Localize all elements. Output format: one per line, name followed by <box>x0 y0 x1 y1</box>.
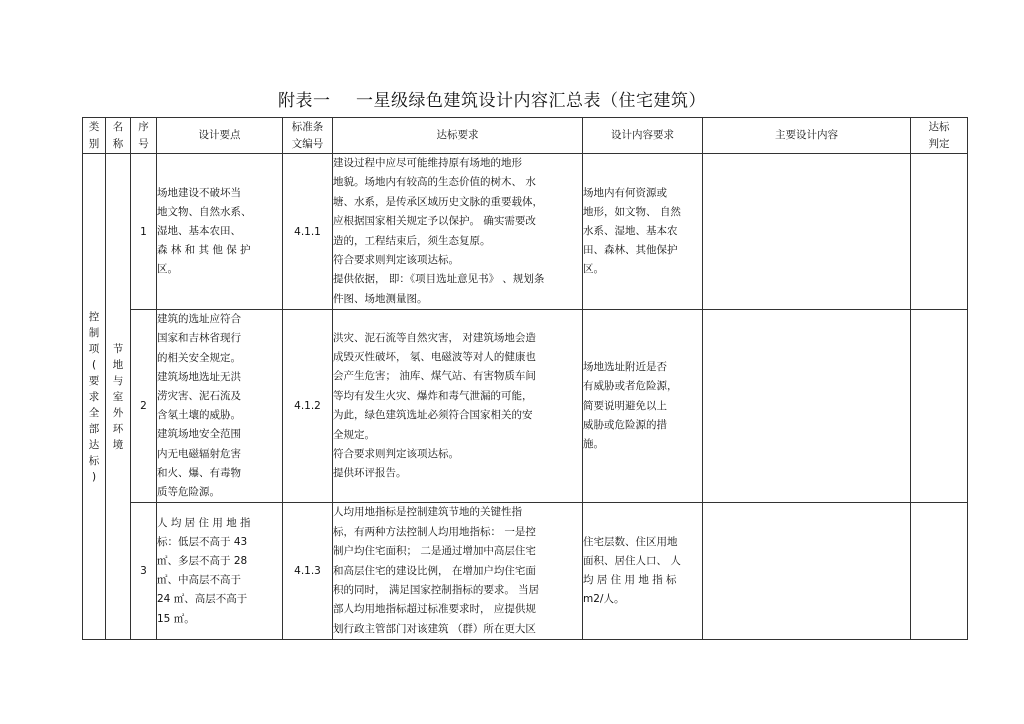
header-main-design: 主要设计内容 <box>703 118 911 154</box>
row-main-design <box>703 503 911 640</box>
row-seq: 1 <box>131 154 157 310</box>
row-seq: 2 <box>131 310 157 503</box>
header-judgement: 达标 判定 <box>911 118 968 154</box>
header-seq: 序 号 <box>131 118 157 154</box>
row-clause: 4.1.1 <box>283 154 333 310</box>
row-requirement: 洪灾、泥石流等自然灾害， 对建筑场地会造 成毁灭性破坏， 氡、电磁波等对人的健康也 会产生危害； 油库、煤气站、有害物质车间 等均有发生火灾、爆炸和毒气泄漏的可能， 为此，绿色建筑选址必须符合国家相关的安 全规定。 符合要求则判定该项达标。 提供环评报告。 <box>333 310 583 503</box>
header-design-content-req: 设计内容要求 <box>583 118 703 154</box>
header-std-clause: 标准条 文编号 <box>283 118 333 154</box>
header-design-point: 设计要点 <box>157 118 283 154</box>
table-row <box>83 310 968 503</box>
row-requirement: 建设过程中应尽可能维持原有场地的地形 地貌。场地内有较高的生态价值的树木、 水 塘、水系，是传承区域历史文脉的重要载体， 应根据国家相关规定予以保护。 确实需要改 造的，工程结束后，须生态复原。 符合要求则判定该项达标。 提供依据， 即：《项目选址意见书》 、规划条 件图、场地测量图。 <box>333 154 583 310</box>
table-row <box>83 503 968 640</box>
header-category: 类 别 <box>83 118 106 154</box>
row-content-req: 场地选址附近是否 有威胁或者危险源， 简要说明避免以上 威胁或危险源的措 施。 <box>583 310 703 503</box>
row-design-point: 人 均 居 住 用 地 指 标：低层不高于 43 ㎡、多层不高于 28 ㎡、中高层不高于 24 ㎡、高层不高于 15 ㎡。 <box>157 503 283 640</box>
row-judgement <box>911 154 968 310</box>
title-prefix: 附表一 <box>278 91 331 111</box>
row-clause: 4.1.2 <box>283 310 333 503</box>
row-requirement: 人均用地指标是控制建筑节地的关键性指 标，有两种方法控制人均用地指标： 一是控 制户均住宅面积； 二是通过增加中高层住宅 和高层住宅的建设比例， 在增加户均住宅面 积的同时， 满足国家控制指标的要求。 当居 部人均用地指标超过标准要求时， 应提供规 划行政主管部门对该建筑 （群）所在更大区 <box>333 503 583 640</box>
header-row <box>83 118 968 154</box>
table-row <box>83 154 968 310</box>
name-cell: 节 地 与 室 外 环 境 <box>106 154 131 640</box>
title-main: 一星级绿色建筑设计内容汇总表（住宅建筑） <box>356 91 706 111</box>
row-design-point: 建筑的选址应符合 国家和吉林省现行 的相关安全规定。 建筑场地选址无洪 涝灾害、泥石流及 含氡土壤的威胁。 建筑场地安全范围 内无电磁辐射危害 和火、爆、有毒物 质等危险源。 <box>157 310 283 503</box>
row-main-design <box>703 154 911 310</box>
row-clause: 4.1.3 <box>283 503 333 640</box>
header-name: 名 称 <box>106 118 131 154</box>
row-judgement <box>911 503 968 640</box>
row-seq: 3 <box>131 503 157 640</box>
row-design-point: 场地建设不破坏当 地文物、自然水系、 湿地、基本农田、 森 林 和 其 他 保 护 区。 <box>157 154 283 310</box>
row-content-req: 住宅层数、住区用地 面积、居住人口、 人 均 居 住 用 地 指 标 m2/人。 <box>583 503 703 640</box>
category-cell: 控 制 项 ( 要 求 全 部 达 标 ) <box>83 154 106 640</box>
row-content-req: 场地内有何资源或 地形，如文物、 自然 水系、湿地、基本农 田、森林、其他保护 区。 <box>583 154 703 310</box>
row-main-design <box>703 310 911 503</box>
header-requirement: 达标要求 <box>333 118 583 154</box>
summary-table <box>82 117 968 640</box>
row-judgement <box>911 310 968 503</box>
